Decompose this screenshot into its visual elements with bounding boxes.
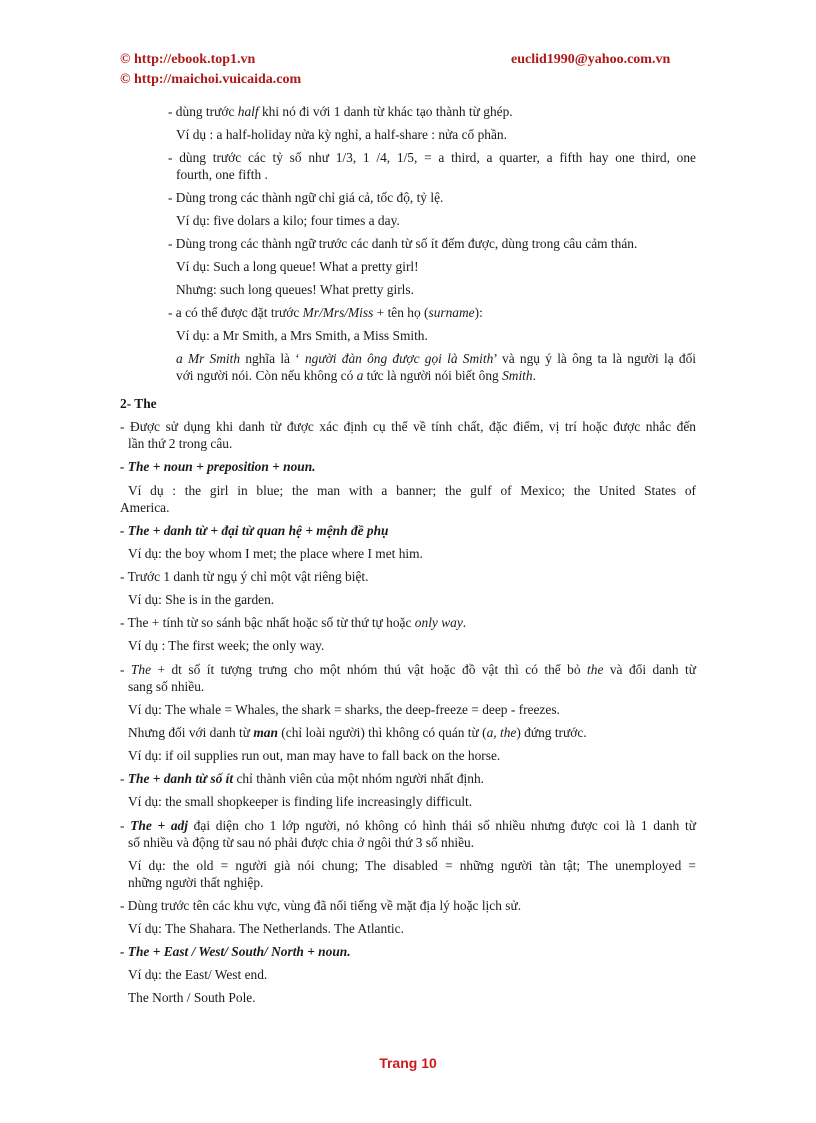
mr-example: Ví dụ: a Mr Smith, a Mrs Smith, a Miss Smith. [176,328,428,343]
rule3: - Trước 1 danh từ ngụ ý chỉ một vật riêng biệt. [120,569,369,584]
rule1-heading: - The + noun + preposition + noun. [120,459,316,474]
header-link-ebook[interactable]: © http://ebook.top1.vn [120,52,256,67]
rule2-example: Ví dụ: the boy whom I met; the place where I met him. [128,546,423,561]
rule5-man-note: Nhưng đối với danh từ man (chỉ loài người) thì không có quán từ (a, the) đứng trước. [128,725,587,740]
rule6: - The + danh từ số ít chỉ thành viên của một nhóm người nhất định. [120,771,485,786]
rule4-example: Ví dụ : The first week; the only way. [128,638,325,653]
rule3-example: Ví dụ: She is in the garden. [128,592,275,607]
count-example: Ví dụ: Such a long queue! What a pretty girl! [176,259,419,274]
rule5-example2: Ví dụ: if oil supplies run out, man may have to fall back on the horse. [128,748,501,763]
page-number: Trang 10 [379,1055,437,1071]
rule9-example: Ví dụ: the East/ West end. [128,967,268,982]
rule8: - Dùng trước tên các khu vực, vùng đã nổi tiếng về mặt địa lý hoặc lịch sử. [120,898,522,913]
count-rule: - Dùng trong các thành ngữ trước các danh từ số ít đếm được, dùng trong câu cảm thán. [168,236,638,251]
rule7-example-line2: những người thất nghiệp. [128,875,264,890]
mr-rule: - a có thể được đặt trước Mr/Mrs/Miss + tên họ (surname): [168,305,483,320]
price-rule: - Dùng trong các thành ngữ chỉ giá cả, tốc độ, tỷ lệ. [168,190,444,205]
the-definition-line2: lần thứ 2 trong câu. [128,436,233,451]
rule5-line1: - The + dt số ít tượng trưng cho một nhóm thú vật hoặc đồ vật thì có thể bỏ the và đổi danh từ [120,662,696,677]
rule5-line2: sang số nhiều. [128,679,205,694]
section-heading-the: 2- The [120,396,157,411]
mr-note-line2: với người nói. Còn nếu không có a tức là người nói biết ông Smith. [176,368,536,383]
half-example: Ví dụ : a half-holiday nửa kỳ nghỉ, a half-share : nửa cổ phần. [176,127,507,142]
rule1-example-line2: America. [120,500,170,515]
price-example: Ví dụ: five dolars a kilo; four times a day. [176,213,400,228]
header-link-maichoi[interactable]: © http://maichoi.vuicaida.com [120,72,302,87]
rule7-line1: - The + adj đại diện cho 1 lớp người, nó không có hình thái số nhiều nhưng được coi là 1 danh từ [120,818,696,833]
rule4: - The + tính từ so sánh bậc nhất hoặc số từ thứ tự hoặc only way. [120,615,467,630]
rule5-example: Ví dụ: The whale = Whales, the shark = sharks, the deep-freeze = deep - freezes. [128,702,560,717]
header-email[interactable]: euclid1990@yahoo.com.vn [511,52,671,67]
rule9-heading: - The + East / West/ South/ North + noun. [120,944,351,959]
ratio-rule-line1: - dùng trước các tỷ số như 1/3, 1 /4, 1/5, = a third, a quarter, a fifth hay one third, one [168,150,696,165]
mr-note-line1: a Mr Smith nghĩa là ‘ người đàn ông được gọi là Smith’ và ngụ ý là ông ta là người lạ đối [176,351,697,366]
rule1-example-line1: Ví dụ : the girl in blue; the man with a banner; the gulf of Mexico; the United States of [128,483,696,498]
rule6-example: Ví dụ: the small shopkeeper is finding life increasingly difficult. [128,794,473,809]
rule7-example-line1: Ví dụ: the old = người già nói chung; The disabled = những người tàn tật; The unemployed = [128,858,696,873]
half-rule: - dùng trước half khi nó đi với 1 danh từ khác tạo thành từ ghép. [168,104,513,119]
the-definition-line1: - Được sử dụng khi danh từ được xác định cụ thể về tính chất, đặc điểm, vị trí hoặc được nhắc đến [120,419,696,434]
ratio-rule-line2: fourth, one fifth . [176,167,268,182]
rule2-heading: - The + danh từ + đại từ quan hệ + mệnh đề phụ [120,523,389,538]
rule7-line2: số nhiều và động từ sau nó phải được chia ở ngôi thứ 3 số nhiều. [128,835,475,850]
rule8-example: Ví dụ: The Shahara. The Netherlands. The Atlantic. [128,921,404,936]
rule9-example2: The North / South Pole. [128,990,256,1005]
count-contrast: Nhưng: such long queues! What pretty girls. [176,282,414,297]
